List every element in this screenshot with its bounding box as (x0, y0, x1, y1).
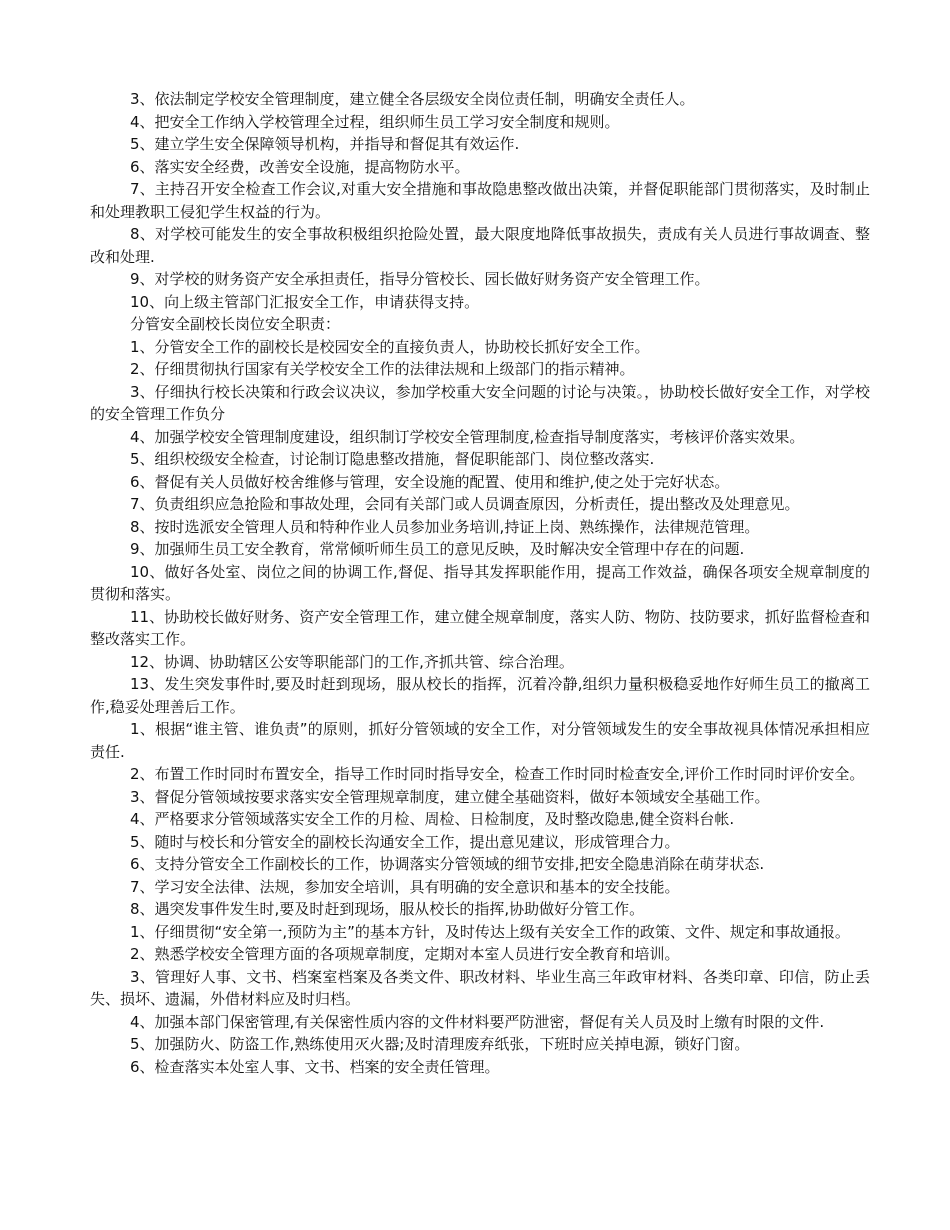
paragraph: 12、协调、协助辖区公安等职能部门的工作,齐抓共管、综合治理。 (130, 652, 574, 671)
paragraph: 3、督促分管领域按要求落实安全管理规章制度，建立健全基础资料，做好本领域安全基础工作。 (130, 787, 770, 806)
paragraph: 6、支持分管安全工作副校长的工作，协调落实分管领域的细节安排,把安全隐患消除在萌芽状态. (130, 855, 765, 873)
paragraph: 6、落实安全经费，改善安全设施，提高物防水平。 (130, 157, 470, 176)
paragraph: 6、督促有关人员做好校舍维修与管理，安全设施的配置、使用和维护,使之处于完好状态。 (130, 472, 730, 491)
paragraph: 9、对学校的财务资产安全承担责任，指导分管校长、园长做好财务资产安全管理工作。 (130, 270, 710, 288)
paragraph: 1、根据“谁主管、谁负责”的原则，抓好分管领域的安全工作，对分管领域发生的安全事故视具体情况承担相应责任. (90, 720, 870, 761)
paragraph: 4、把安全工作纳入学校管理全过程，组织师生员工学习安全制度和规则。 (130, 112, 620, 131)
paragraph: 5、组织校级安全检查，讨论制订隐患整改措施，督促职能部门、岗位整改落实. (130, 450, 655, 468)
paragraph: 5、随时与校长和分管安全的副校长沟通安全工作，提出意见建议，形成管理合力。 (130, 832, 680, 851)
paragraph: 4、加强本部门保密管理,有关保密性质内容的文件材料要严防泄密，督促有关人员及时上缴有时限的文件. (130, 1012, 825, 1031)
paragraph: 6、检查落实本处室人事、文书、档案的安全责任管理。 (130, 1057, 500, 1076)
paragraph: 1、分管安全工作的副校长是校园安全的直接负责人，协助校长抓好安全工作。 (130, 337, 650, 356)
paragraph: 7、负责组织应急抢险和事故处理，会同有关部门或人员调查原因，分析责任，提出整改及处理意见。 (130, 495, 800, 513)
paragraph: 4、严格要求分管领域落实安全工作的月检、周检、日检制度，及时整改隐患,健全资料台帐. (130, 810, 735, 828)
paragraph: 2、布置工作时同时布置安全，指导工作时同时指导安全，检查工作时同时检查安全,评价工作时同时评价安全。 (130, 765, 865, 783)
paragraph: 8、遇突发事件发生时,要及时赶到现场，服从校长的指挥,协助做好分管工作。 (130, 900, 645, 918)
paragraph: 7、学习安全法律、法规，参加安全培训，具有明确的安全意识和基本的安全技能。 (130, 877, 680, 896)
paragraph: 5、建立学生安全保障领导机构，并指导和督促其有效运作. (130, 135, 520, 153)
document-page (90, 88, 870, 1078)
paragraph: 13、发生突发事件时,要及时赶到现场，服从校长的指挥，沉着冷静,组织力量积极稳妥地作好师生员工的撤离工作,稳妥处理善后工作。 (90, 675, 870, 716)
paragraph: 1、仔细贯彻“安全第一,预防为主”的基本方针，及时传达上级有关安全工作的政策、文件、规定和事故通报。 (130, 922, 850, 941)
paragraph: 3、仔细执行校长决策和行政会议决议，参加学校重大安全问题的讨论与决策。，协助校长做好安全工作，对学校的安全管理工作负分 (90, 382, 870, 423)
paragraph: 4、加强学校安全管理制度建设，组织制订学校安全管理制度,检查指导制度落实，考核评价落实效果。 (130, 427, 805, 446)
paragraph: 11、协助校长做好财务、资产安全管理工作，建立健全规章制度，落实人防、物防、技防要求，抓好监督检查和整改落实工作。 (90, 607, 870, 648)
paragraph: 10、向上级主管部门汇报安全工作，申请获得支持。 (130, 292, 480, 311)
paragraph: 3、管理好人事、文书、档案室档案及各类文件、职改材料、毕业生高三年政审材料、各类印章、印信，防止丢失、损坏、遗漏，外借材料应及时归档。 (90, 967, 870, 1008)
paragraph: 2、熟悉学校安全管理方面的各项规章制度，定期对本室人员进行安全教育和培训。 (130, 945, 680, 963)
paragraph: 8、对学校可能发生的安全事故积极组织抢险处置，最大限度地降低事故损失，责成有关人员进行事故调查、整改和处理. (90, 225, 870, 266)
paragraph: 8、按时选派安全管理人员和特种作业人员参加业务培训,持证上岗、熟练操作，法律规范管理。 (130, 517, 760, 536)
paragraph: 10、做好各处室、岗位之间的协调工作,督促、指导其发挥职能作用，提高工作效益，确保各项安全规章制度的贯彻和落实。 (90, 562, 870, 603)
paragraph: 5、加强防火、防盗工作,熟练使用灭火器;及时清理废弃纸张，下班时应关掉电源，锁好门窗。 (130, 1035, 750, 1053)
paragraph: 3、依法制定学校安全管理制度，建立健全各层级安全岗位责任制，明确安全责任人。 (130, 90, 695, 108)
paragraph: 9、加强师生员工安全教育，常常倾听师生员工的意见反映，及时解决安全管理中存在的问题. (130, 540, 745, 558)
paragraph: 2、仔细贯彻执行国家有关学校安全工作的法律法规和上级部门的指示精神。 (130, 360, 635, 378)
section-heading: 分管安全副校长岗位安全职责： (130, 315, 341, 333)
paragraph: 7、主持召开安全检查工作会议,对重大安全措施和事故隐患整改做出决策，并督促职能部门贯彻落实，及时制止和处理教职工侵犯学生权益的行为。 (90, 180, 870, 221)
